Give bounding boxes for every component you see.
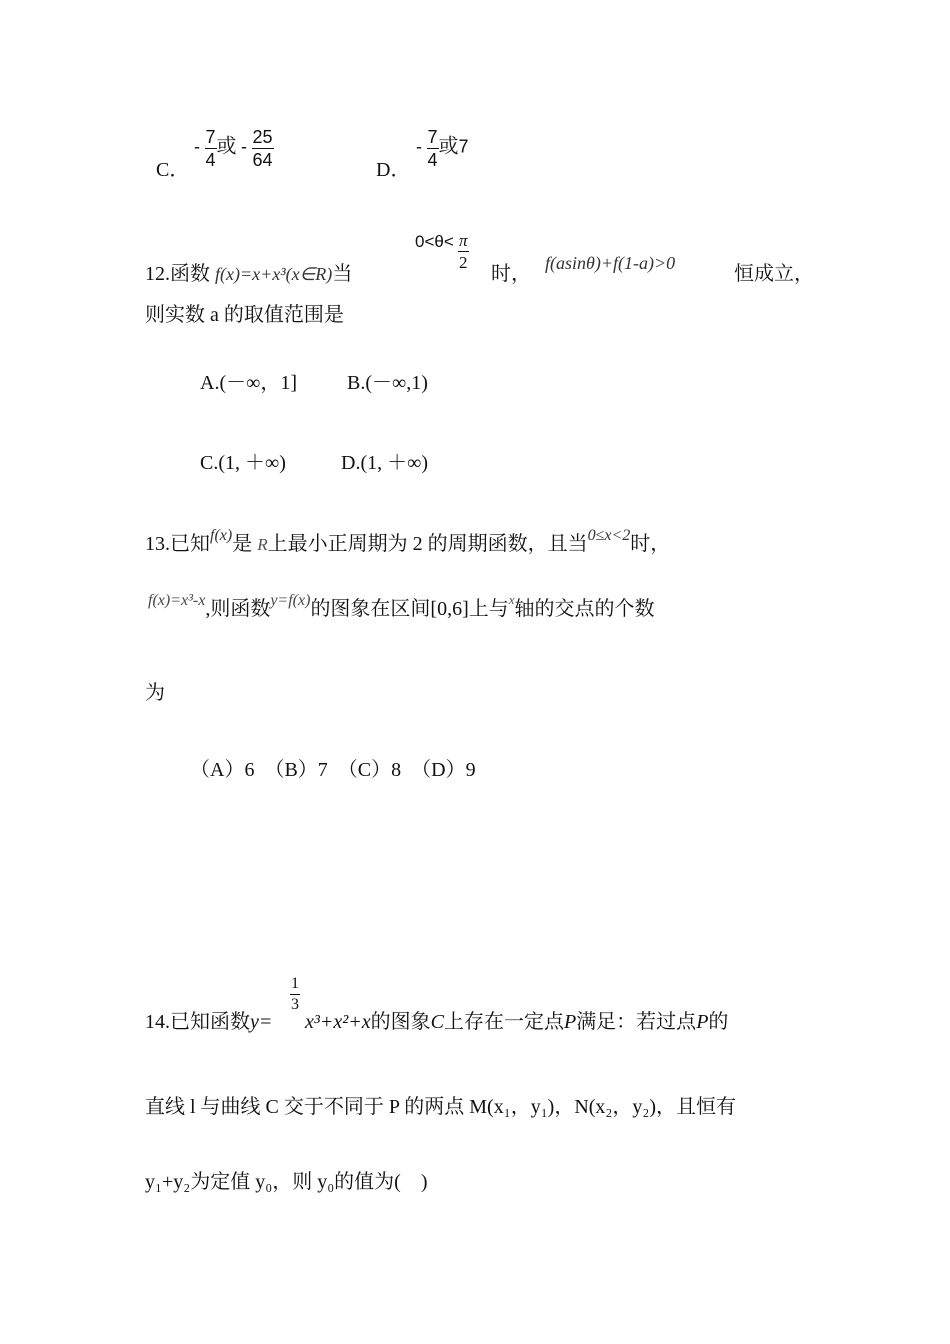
q14-stem-line1: 14.已知函数y= [145, 1011, 273, 1033]
q11-option-d-expr: - $\frac{7}{4}$ 或7 [416, 127, 469, 170]
q14-stem-line2: 直线 l 与曲线 C 交于不同于 P 的两点 M(x₁，y₁)，N(x₂，y₂)，且恒有 [145, 1096, 737, 1118]
q12-option-d: D.(1, ＋∞) [341, 452, 429, 474]
fraction-7-4: $\frac{7}{4}$ [205, 127, 216, 170]
q12-function: f(x)=x+x³(x∈R) [215, 264, 333, 284]
q12-inequality: f(asinθ)+f(1-a)>0 [545, 253, 676, 273]
q13-stem-line3: 为 [145, 682, 165, 704]
option-c-label: C． [156, 159, 190, 181]
option-d-label: D． [376, 159, 411, 181]
q13-stem-line2: $^{f(x)=x^3-x}$,则函数$^{y=f(x)}$的图象在区间[0,6]上与$^x$轴的交点的个数 [148, 592, 655, 620]
q13-options: （A）6 （B）7 （C）8 （D）9 [190, 759, 476, 781]
q12-condition: 0<θ< $\frac{\pi}{2}$ [415, 231, 468, 272]
q14-fraction: $\frac{1}{3}$ [291, 975, 299, 1013]
q12-option-a: A.(－∞，1] [200, 372, 298, 394]
q12-option-b: B.(－∞,1) [347, 372, 428, 394]
q11-option-c-expr: - $\frac{7}{4}$ 或 - $\frac{25}{64}$ [194, 127, 273, 170]
fraction-25-64: $\frac{25}{64}$ [252, 127, 273, 170]
q14-stem-line1b: x³+x²+x的图象C上存在一定点P满足：若过点P的 [305, 1011, 729, 1033]
q12-stem-line1: 12.函数 f(x)=x+x³(x∈R)当 [145, 263, 353, 285]
q12-stem-line2: 则实数 a 的取值范围是 [145, 304, 344, 326]
q12-hold: 恒成立， [734, 263, 814, 285]
q11-option-c [156, 153, 189, 182]
q11-option-d [376, 153, 410, 182]
fraction-7-4-d: $\frac{7}{4}$ [427, 127, 438, 170]
q12-option-c: C.(1, ＋∞) [200, 452, 286, 474]
q13-stem-line1: 13.已知$^{f(x)}$是 R上最小正周期为 2 的周期函数，且当$^{0\le x<2}$时， [145, 527, 671, 555]
q14-stem-line3: y₁+y₂为定值 y₀，则 y₀的值为( ) [145, 1171, 428, 1193]
q12-stem-shi: 时， [491, 263, 531, 285]
